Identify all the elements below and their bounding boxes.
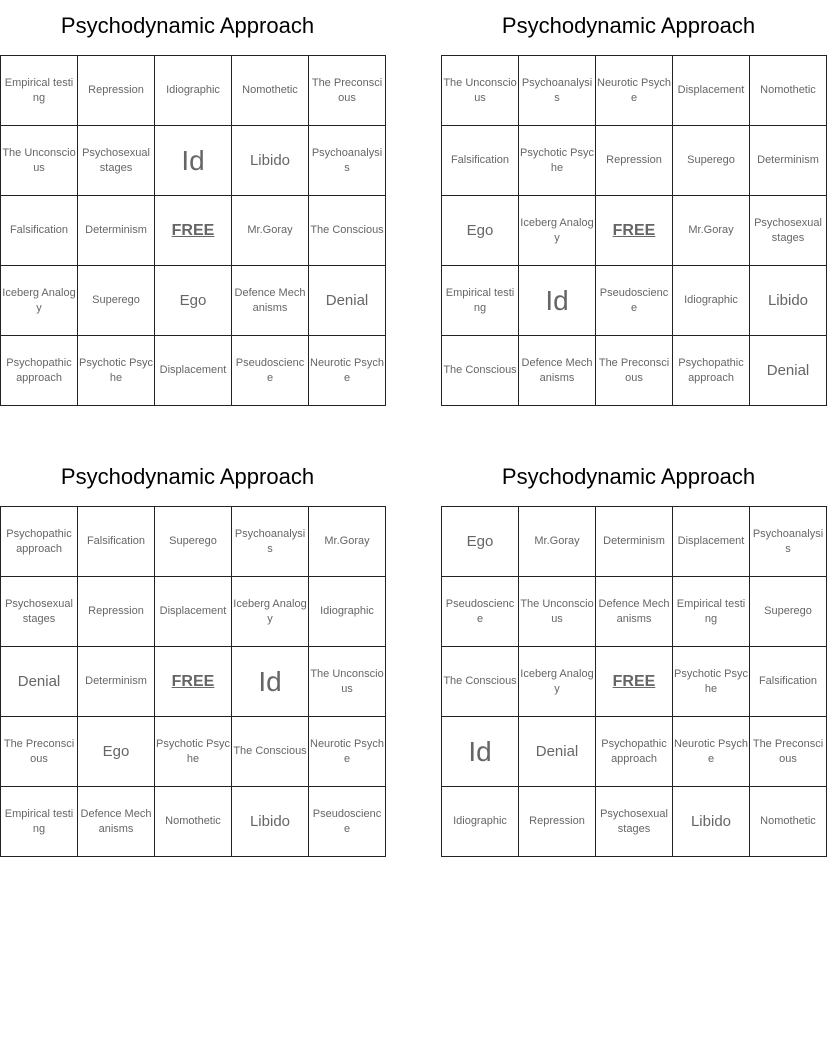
bingo-cell: Mr.Goray — [673, 196, 750, 266]
bingo-cell: Iceberg Analogy — [1, 266, 78, 336]
free-space-cell: FREE — [155, 647, 232, 717]
bingo-cell: Neurotic Psyche — [673, 717, 750, 787]
bingo-cell: Psychoanalysis — [232, 507, 309, 577]
bingo-cell: Falsification — [750, 647, 827, 717]
bingo-cell: Psychopathic approach — [673, 336, 750, 406]
bingo-cell: Psychoanalysis — [519, 56, 596, 126]
bingo-cell: Pseudoscience — [596, 266, 673, 336]
bingo-grid — [0, 506, 386, 857]
bingo-row — [1, 507, 386, 577]
bingo-row — [1, 266, 386, 336]
bingo-cell: Empirical testing — [1, 56, 78, 126]
bingo-row — [442, 717, 827, 787]
bingo-cell: The Unconscious — [309, 647, 386, 717]
bingo-cell: Psychotic Psyche — [155, 717, 232, 787]
bingo-cell: Psychoanalysis — [750, 507, 827, 577]
bingo-row — [442, 196, 827, 266]
bingo-cell: Falsification — [442, 126, 519, 196]
bingo-cell: Psychopathic approach — [1, 336, 78, 406]
bingo-cell: Defence Mechanisms — [596, 577, 673, 647]
bingo-row — [1, 336, 386, 406]
bingo-cell: Psychotic Psyche — [519, 126, 596, 196]
bingo-cell: Idiographic — [673, 266, 750, 336]
bingo-cell: Displacement — [673, 507, 750, 577]
bingo-cell: Ego — [78, 717, 155, 787]
bingo-cell: Id — [155, 126, 232, 196]
bingo-cell: Pseudoscience — [442, 577, 519, 647]
bingo-cell: Libido — [232, 787, 309, 857]
card-title: Psychodynamic Approach — [501, 13, 756, 38]
bingo-cell: Iceberg Analogy — [519, 647, 596, 717]
free-space-cell: FREE — [155, 196, 232, 266]
bingo-cell: Superego — [155, 507, 232, 577]
bingo-cell: Determinism — [78, 647, 155, 717]
bingo-cell: Pseudoscience — [309, 787, 386, 857]
bingo-cell: Ego — [442, 196, 519, 266]
bingo-cell: Id — [232, 647, 309, 717]
bingo-cell: The Conscious — [309, 196, 386, 266]
free-space-cell: FREE — [596, 647, 673, 717]
bingo-cell: The Conscious — [442, 336, 519, 406]
bingo-cell: Empirical testing — [1, 787, 78, 857]
bingo-row — [1, 787, 386, 857]
bingo-cell: Displacement — [155, 336, 232, 406]
bingo-cell: Empirical testing — [442, 266, 519, 336]
free-space-cell: FREE — [596, 196, 673, 266]
card-title: Psychodynamic Approach — [501, 464, 756, 489]
bingo-cell: Denial — [750, 336, 827, 406]
bingo-cell: Neurotic Psyche — [596, 56, 673, 126]
bingo-cell: Psychoanalysis — [309, 126, 386, 196]
bingo-grid — [0, 55, 386, 406]
bingo-cell: Pseudoscience — [232, 336, 309, 406]
bingo-cell: Psychosexual stages — [78, 126, 155, 196]
bingo-row — [1, 647, 386, 717]
bingo-cell: Defence Mechanisms — [232, 266, 309, 336]
bingo-cell: Id — [519, 266, 596, 336]
bingo-cell: Idiographic — [309, 577, 386, 647]
card-title: Psychodynamic Approach — [60, 13, 315, 38]
bingo-cell: Nomothetic — [155, 787, 232, 857]
bingo-cell: Mr.Goray — [309, 507, 386, 577]
bingo-row — [1, 196, 386, 266]
bingo-cell: The Unconscious — [442, 56, 519, 126]
bingo-grid — [441, 506, 827, 857]
bingo-cell: Superego — [673, 126, 750, 196]
bingo-row — [442, 647, 827, 717]
bingo-row — [1, 126, 386, 196]
bingo-cell: The Unconscious — [1, 126, 78, 196]
bingo-cell: The Preconscious — [1, 717, 78, 787]
bingo-grid — [441, 55, 827, 406]
bingo-cell: Iceberg Analogy — [232, 577, 309, 647]
bingo-row — [442, 507, 827, 577]
bingo-cell: Repression — [519, 787, 596, 857]
bingo-cell: Libido — [673, 787, 750, 857]
bingo-cell: The Conscious — [442, 647, 519, 717]
bingo-cell: Psychopathic approach — [596, 717, 673, 787]
bingo-cell: Repression — [596, 126, 673, 196]
bingo-cell: The Conscious — [232, 717, 309, 787]
bingo-cell: Psychotic Psyche — [673, 647, 750, 717]
card-title: Psychodynamic Approach — [60, 464, 315, 489]
bingo-row — [1, 56, 386, 126]
bingo-cell: Denial — [519, 717, 596, 787]
bingo-cell: Repression — [78, 56, 155, 126]
bingo-cell: Neurotic Psyche — [309, 336, 386, 406]
bingo-row — [442, 787, 827, 857]
bingo-cell: Determinism — [78, 196, 155, 266]
bingo-cell: Idiographic — [155, 56, 232, 126]
bingo-cell: Mr.Goray — [232, 196, 309, 266]
bingo-cell: Psychopathic approach — [1, 507, 78, 577]
bingo-cell: Empirical testing — [673, 577, 750, 647]
bingo-row — [442, 56, 827, 126]
bingo-cell: Falsification — [1, 196, 78, 266]
bingo-cell: The Preconscious — [596, 336, 673, 406]
bingo-cell: The Unconscious — [519, 577, 596, 647]
bingo-cell: Idiographic — [442, 787, 519, 857]
bingo-row — [1, 577, 386, 647]
bingo-cell: Id — [442, 717, 519, 787]
bingo-cell: Iceberg Analogy — [519, 196, 596, 266]
bingo-cell: Denial — [309, 266, 386, 336]
bingo-cell: Nomothetic — [232, 56, 309, 126]
bingo-cell: Falsification — [78, 507, 155, 577]
bingo-row — [442, 577, 827, 647]
bingo-cell: Determinism — [596, 507, 673, 577]
bingo-cell: Repression — [78, 577, 155, 647]
bingo-row — [442, 126, 827, 196]
bingo-cell: Ego — [155, 266, 232, 336]
bingo-cell: The Preconscious — [750, 717, 827, 787]
bingo-cell: The Preconscious — [309, 56, 386, 126]
bingo-cell: Psychosexual stages — [750, 196, 827, 266]
bingo-cell: Psychotic Psyche — [78, 336, 155, 406]
bingo-cell: Neurotic Psyche — [309, 717, 386, 787]
bingo-cell: Ego — [442, 507, 519, 577]
bingo-cell: Defence Mechanisms — [78, 787, 155, 857]
bingo-row — [1, 717, 386, 787]
bingo-cell: Displacement — [673, 56, 750, 126]
bingo-cell: Determinism — [750, 126, 827, 196]
bingo-row — [442, 336, 827, 406]
bingo-cell: Denial — [1, 647, 78, 717]
bingo-cell: Libido — [750, 266, 827, 336]
bingo-cell: Nomothetic — [750, 56, 827, 126]
bingo-row — [442, 266, 827, 336]
bingo-cell: Nomothetic — [750, 787, 827, 857]
bingo-cell: Psychosexual stages — [1, 577, 78, 647]
bingo-cell: Mr.Goray — [519, 507, 596, 577]
bingo-cell: Displacement — [155, 577, 232, 647]
bingo-cell: Superego — [78, 266, 155, 336]
bingo-cell: Superego — [750, 577, 827, 647]
bingo-cell: Defence Mechanisms — [519, 336, 596, 406]
bingo-cell: Libido — [232, 126, 309, 196]
bingo-cell: Psychosexual stages — [596, 787, 673, 857]
